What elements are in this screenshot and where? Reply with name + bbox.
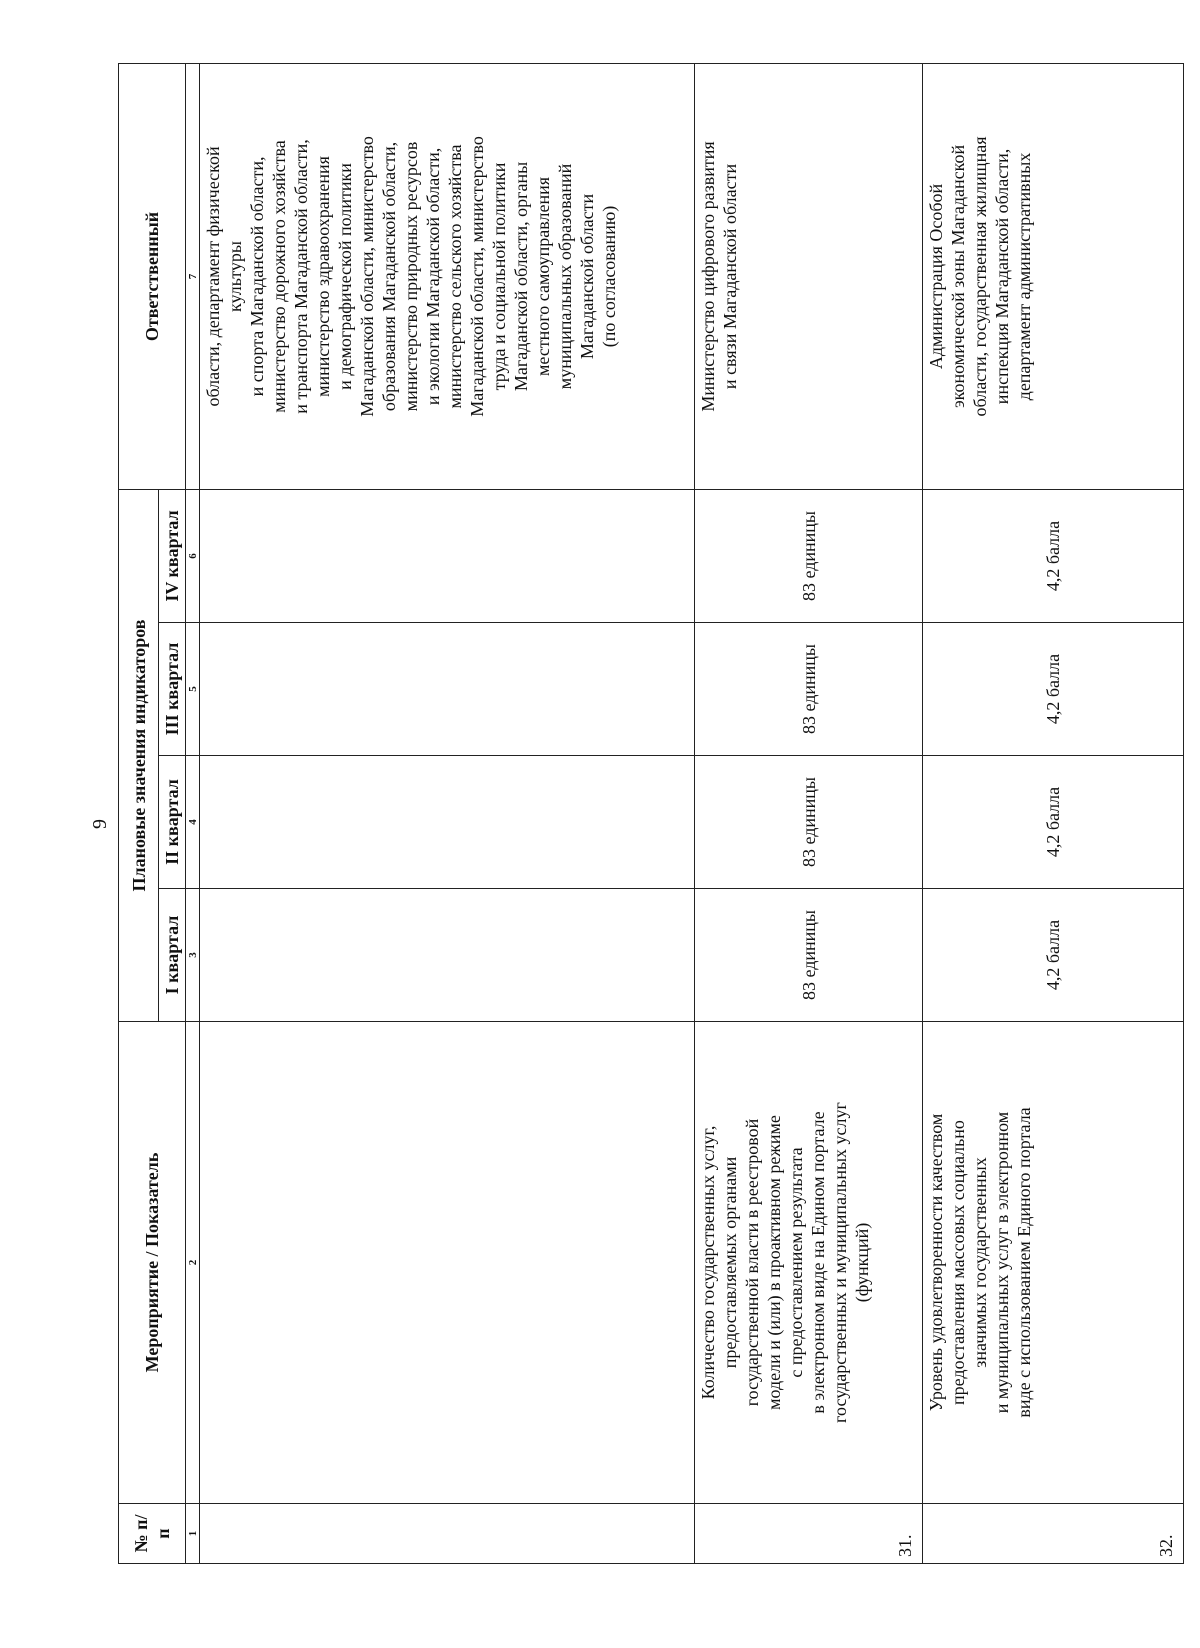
col-number: 4	[186, 756, 200, 889]
q2-value	[200, 756, 695, 889]
q3-value: 83 единицы	[695, 623, 923, 756]
row-number: 32.	[923, 1504, 1184, 1564]
table-row	[923, 63, 1184, 1563]
q1-value: 4,2 балла	[923, 889, 1184, 1022]
header-q4: IV квартал	[159, 489, 186, 622]
measure-cell: Количество государственных услуг, предоставляемых органами государственной власти в реестровой модели и (или) в проактивном режиме с предоставлением результата в электронном виде на Едином портале государственных и муниципальных услуг (функций)	[695, 1022, 923, 1504]
table-row	[200, 63, 695, 1563]
indicators-table	[118, 63, 1184, 1564]
col-number: 2	[186, 1022, 200, 1504]
col-number: 3	[186, 889, 200, 1022]
q2-value: 4,2 балла	[923, 756, 1184, 889]
q3-value	[200, 623, 695, 756]
page-number: 9	[89, 819, 111, 829]
col-number: 1	[186, 1504, 200, 1564]
header-responsible: Ответственный	[119, 63, 186, 489]
row-number	[200, 1504, 695, 1564]
rotated-table-container	[118, 64, 1184, 1564]
table-row	[695, 63, 923, 1563]
measure-cell: Уровень удовлетворенности качеством предоставления массовых социально значимых государственных и муниципальных услуг в электронном виде с использованием Единого портала	[923, 1022, 1184, 1504]
header-q1: I квартал	[159, 889, 186, 1022]
col-number: 5	[186, 623, 200, 756]
q1-value	[200, 889, 695, 1022]
q4-value: 4,2 балла	[923, 489, 1184, 622]
q4-value	[200, 489, 695, 622]
q1-value: 83 единицы	[695, 889, 923, 1022]
row-number: 31.	[695, 1504, 923, 1564]
col-number: 7	[186, 63, 200, 489]
q2-value: 83 единицы	[695, 756, 923, 889]
header-planned-values: Плановые значения индикаторов	[119, 489, 159, 1021]
col-number: 6	[186, 489, 200, 622]
responsible-cell: Администрация Особой экономической зоны Магаданской области, государственная жилищная инспекция Магаданской области, департамент административных	[923, 63, 1184, 489]
responsible-cell: Министерство цифрового развития и связи Магаданской области	[695, 63, 923, 489]
column-numbers-row	[186, 63, 200, 1563]
responsible-cell: области, департамент физической культуры и спорта Магаданской области, министерство дорожного хозяйства и транспорта Магаданской области, министерство здравоохранения и демографической политики Магаданской области, министерство образования Магаданской области, министерство природных ресурсов и экологии Магаданской области, министерство сельского хозяйства Магаданской области, министерство труда и социальной политики Магаданской области, органы местного самоуправления муниципальных образований Магаданской области (по согласованию)	[200, 63, 695, 489]
q3-value: 4,2 балла	[923, 623, 1184, 756]
header-measure: Мероприятие / Показатель	[119, 1022, 186, 1504]
header-no: № п/п	[119, 1504, 186, 1564]
q4-value: 83 единицы	[695, 489, 923, 622]
header-q3: III квартал	[159, 623, 186, 756]
measure-cell	[200, 1022, 695, 1504]
header-q2: II квартал	[159, 756, 186, 889]
